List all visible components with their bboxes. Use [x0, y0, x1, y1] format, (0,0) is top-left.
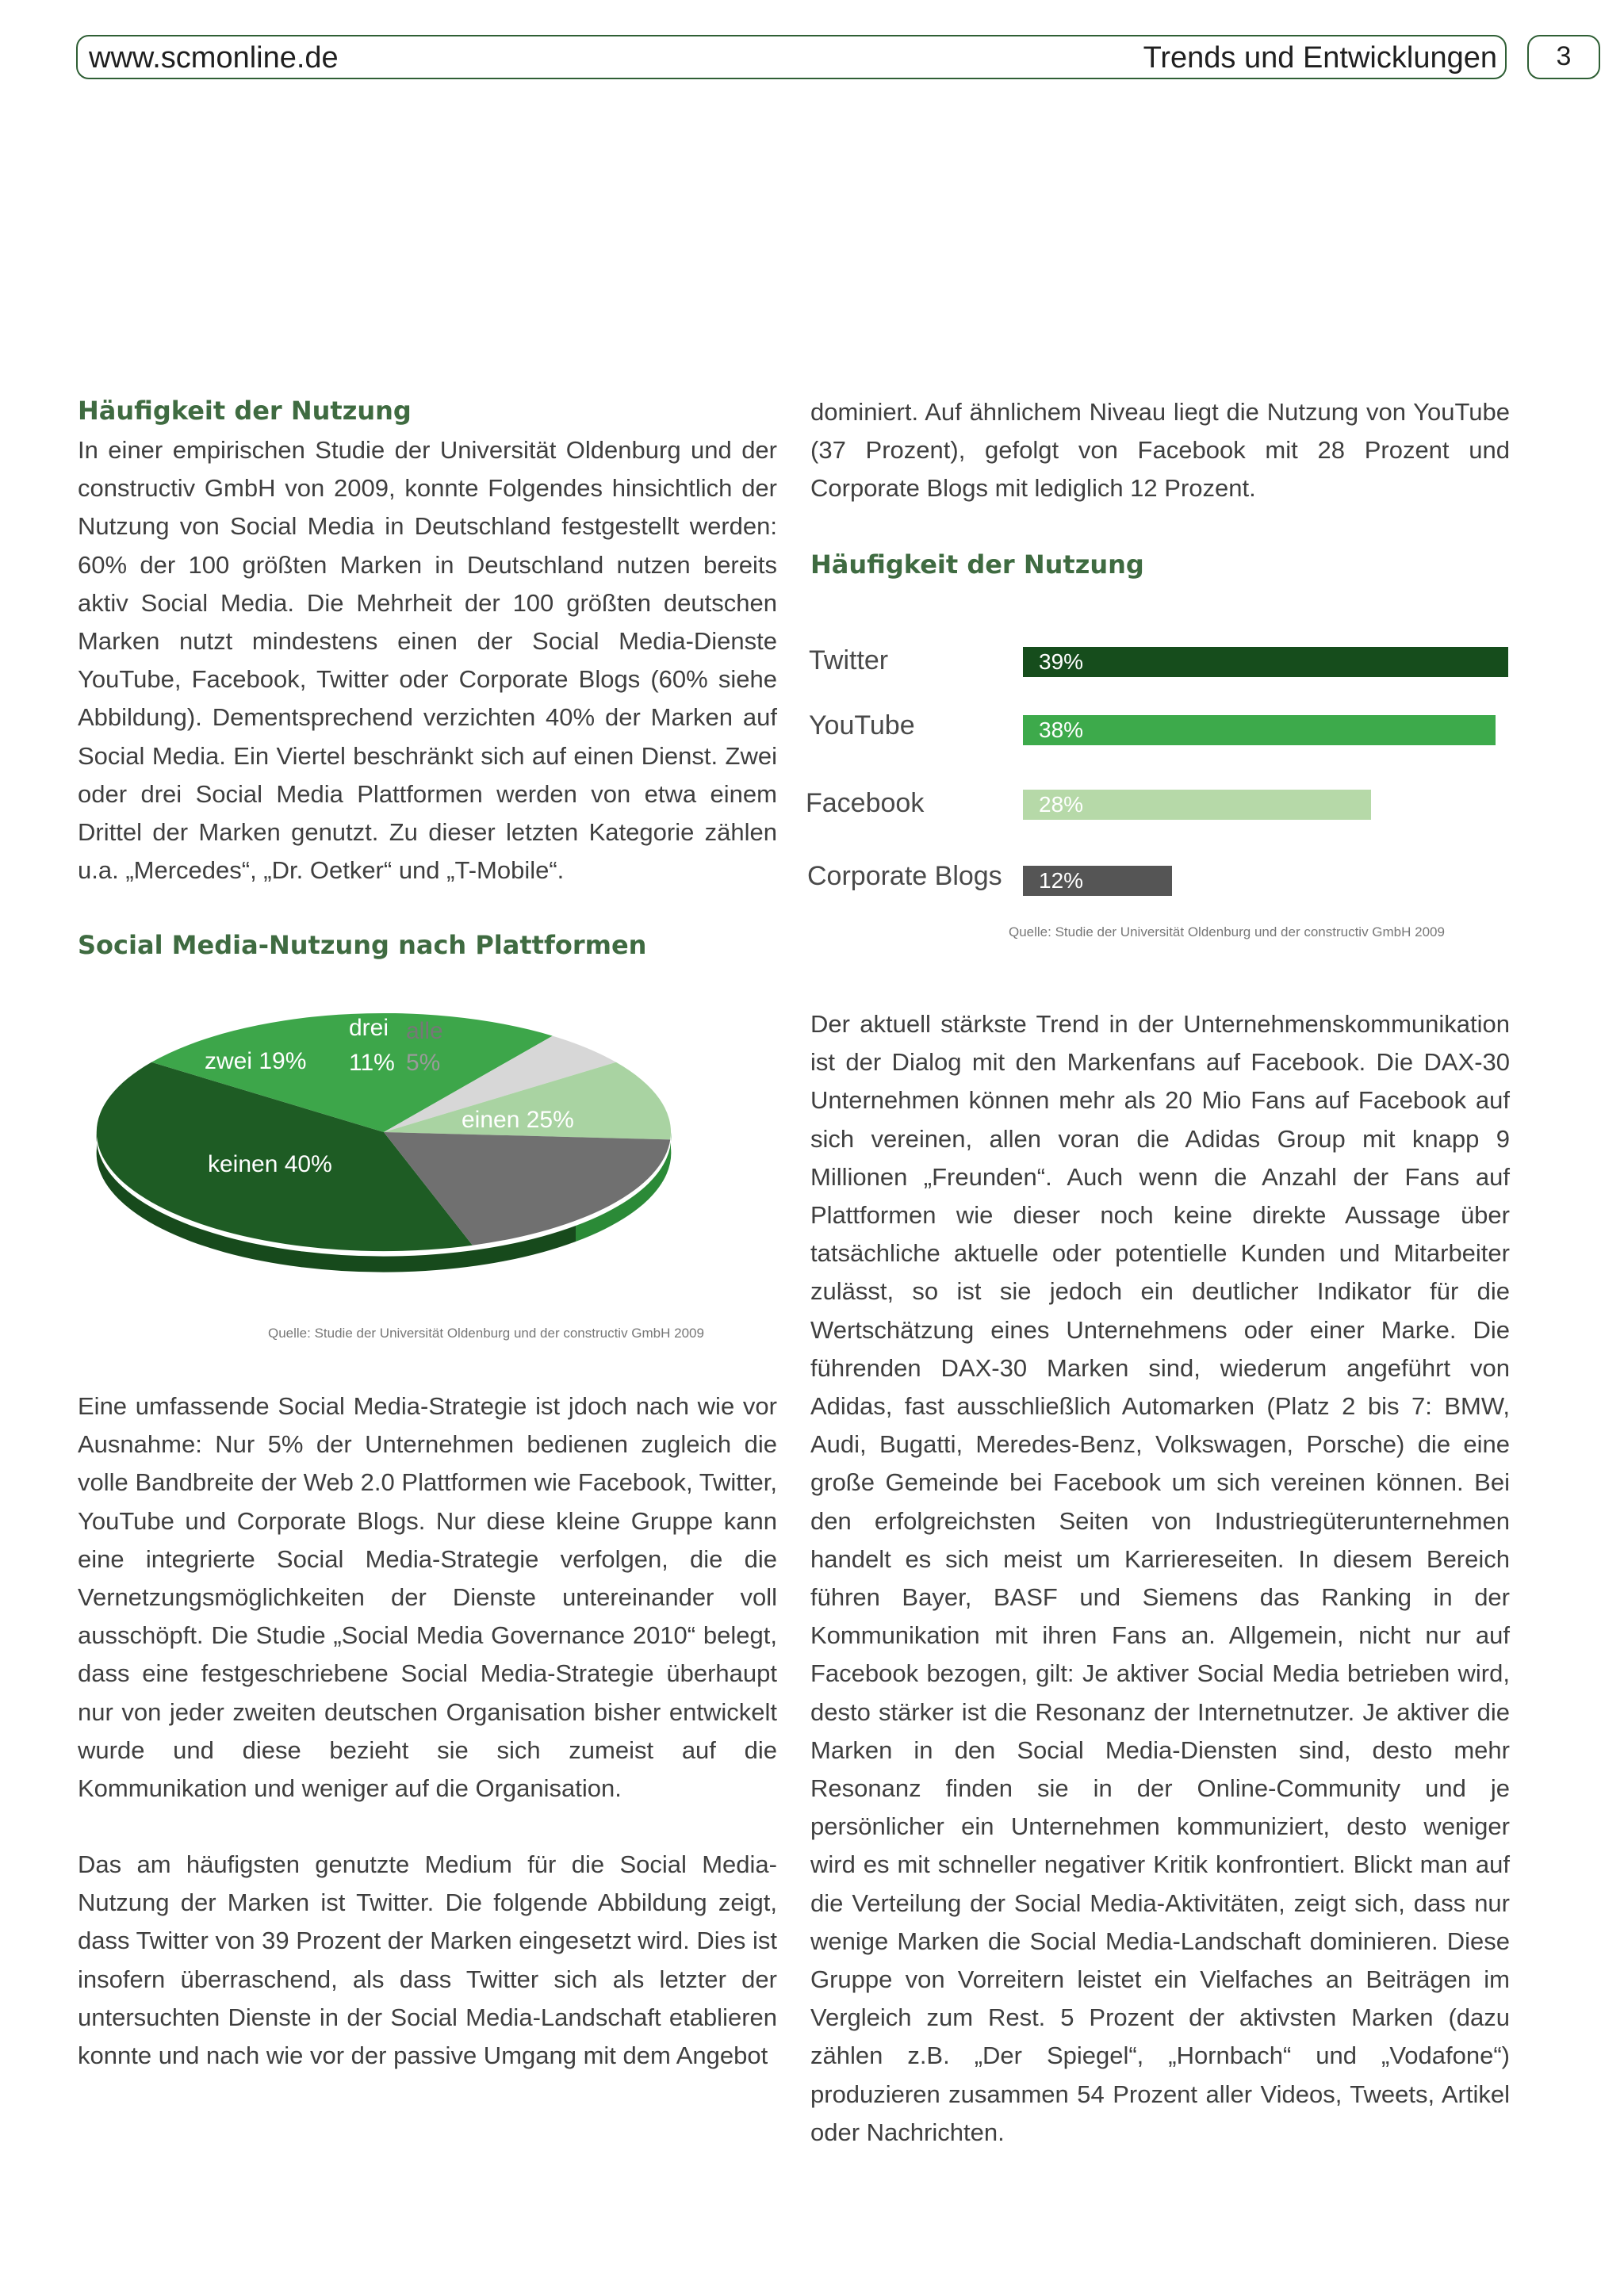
- left-paragraph-1: [78, 431, 777, 890]
- heading-usage-right: Häufigkeit der Nutzung: [810, 549, 1144, 580]
- pie-label-keinen: keinen 40%: [208, 1151, 332, 1177]
- bar-source: Quelle: Studie der Universität Oldenburg und der constructiv GmbH 2009: [1009, 924, 1445, 939]
- page-number: 3: [1527, 35, 1600, 79]
- bar-category-facebook: Facebook: [806, 788, 925, 818]
- heading-platforms: Social Media-Nutzung nach Plattformen: [78, 930, 647, 960]
- bar-youtube: [1023, 715, 1496, 745]
- bar-twitter: [1023, 647, 1508, 677]
- heading-usage-left: Häufigkeit der Nutzung: [78, 396, 412, 426]
- left-paragraph-2-text: Eine umfassende Social Media-Strategie ist jdoch nach wie vor Ausnahme: Nur 5% der Unternehmen bedienen zugleich die volle Bandbreite der Web 2.0 Plattformen wie Facebook, Twitter, YouTube und Corporate Blogs. Nur diese kleine Gruppe kann eine integrierte Social Media-Strategie verfolgen, die die Vernetzungsmöglichkeiten der Dienste untereinander voll ausschöpft. Die Studie „Social Media Governance 2010“ belegt, dass eine festgeschriebene Social Media-Strategie überhaupt nur von jeder zweiten deutschen Organisation bisher entwickelt wurde und diese bezieht sie sich zumeist auf die Kommunikation und weniger auf die Organisation.: [78, 1392, 777, 1803]
- bar-value-corporate-blogs: 12%: [1039, 868, 1084, 893]
- left-paragraph-1-text: In einer empirischen Studie der Universität Oldenburg und der constructiv GmbH von 2009, konnte Folgendes hinsichtlich der Nutzung von Social Media in Deutschland festgestellt werden: 60% der 100 größten Marken in Deutschland nutzen bereits aktiv Social Media. Die Mehrheit der 100 größten deutschen Marken nutzt mindestens einen der Social Media-Dienste YouTube, Facebook, Twitter oder Corporate Blogs (60% siehe Abbildung). Dementsprechend verzichten 40% der Marken auf Social Media. Ein Viertel beschränkt sich auf einen Dienst. Zwei oder drei Social Media Plattformen werden von etwa einem Drittel der Marken genutzt. Zu dieser letzten Kategorie zählen u.a. „Mercedes“, „Dr. Oetker“ und „T-Mobile“.: [78, 436, 777, 885]
- pie-label-zwei: zwei 19%: [205, 1048, 307, 1074]
- right-paragraph-2: [810, 1005, 1510, 2152]
- bar-facebook: [1023, 790, 1371, 820]
- right-paragraph-1-text: dominiert. Auf ähnlichem Niveau liegt die Nutzung von YouTube (37 Prozent), gefolgt von Facebook mit 28 Prozent und Corporate Blogs mit lediglich 12 Prozent.: [810, 398, 1510, 503]
- pie-chart: [87, 999, 690, 1284]
- pie-label-einen: einen 25%: [462, 1107, 574, 1133]
- bar-value-twitter: 39%: [1039, 649, 1084, 674]
- pie-label-alle-name: alle: [406, 1018, 443, 1044]
- bar-chart: [801, 626, 1515, 928]
- bar-value-facebook: 28%: [1039, 792, 1084, 817]
- bar-value-youtube: 38%: [1039, 718, 1084, 742]
- left-paragraph-2: [78, 1387, 777, 1808]
- pie-label-alle-value: 5%: [406, 1050, 441, 1076]
- left-paragraph-3-text: Das am häufigsten genutzte Medium für die Social Media-Nutzung der Marken ist Twitter. Die folgende Abbildung zeigt, dass Twitter von 39 Prozent der Marken eingesetzt wird. Dies ist insofern überraschend, als dass Twitter sich als letzter der untersuchten Dienste in der Social Media-Landschaft etablieren konnte und nach wie vor der passive Umgang mit dem Angebot: [78, 1850, 777, 2070]
- site-url[interactable]: www.scmonline.de: [89, 41, 339, 75]
- pie-label-drei-name: drei: [349, 1015, 389, 1041]
- pie-label-drei-value: 11%: [349, 1050, 395, 1076]
- bar-corporate-blogs: [1023, 866, 1172, 896]
- bar-category-youtube: YouTube: [809, 710, 915, 740]
- left-paragraph-3: [78, 1846, 777, 2075]
- pie-source: Quelle: Studie der Universität Oldenburg und der constructiv GmbH 2009: [268, 1326, 704, 1341]
- section-title: Trends und Entwicklungen: [1143, 41, 1497, 75]
- right-paragraph-2-text: Der aktuell stärkste Trend in der Unternehmenskommunikation ist der Dialog mit den Markenfans auf Facebook. Die DAX-30 Unternehmen können mehr als 20 Mio Fans auf Facebook auf sich vereinen, allen voran die Adidas Group mit knapp 9 Millionen „Freunden“. Auch wenn die Anzahl der Fans auf Plattformen wie dieser noch keine direkte Aussage über tatsächliche aktuelle oder potentielle Kunden und Mitarbeiter zulässt, so ist sie jedoch ein deutlicher Indikator für die Wertschätzung eines Unternehmens oder einer Marke. Die führenden DAX-30 Marken sind, wiederum angeführt von Adidas, fast ausschließlich Automarken (Platz 2 bis 7: BMW, Audi, Bugatti, Meredes-Benz, Volkswagen, Porsche) die eine große Gemeinde bei Facebook um sich vereinen können. Bei den erfolgreichsten Seiten von Industriegüterunternehmen handelt es sich meist um Karriereseiten. In diesem Bereich führen Bayer, BASF und Siemens das Ranking in der Kommunikation mit ihren Fans an. Allgemein, nicht nur auf Facebook bezogen, gilt: Je aktiver Social Media betrieben wird, desto stärker ist die Resonanz der Internetnutzer. Je aktiver die Marken in den Social Media-Diensten sind, desto mehr Resonanz finden sie in der Online-Community und je persönlicher ein Unternehmen kommuniziert, desto weniger wird es mit schneller negativer Kritik konfrontiert. Blickt man auf die Verteilung der Social Media-Aktivitäten, zeigt sich, dass nur wenige Marken die Social Media-Landschaft dominieren. Diese Gruppe von Vorreitern leistet ein Vielfaches an Beiträgen im Vergleich zum Rest. 5 Prozent der aktivsten Marken (dazu zählen z.B. „Der Spiegel“, „Hornbach“ und „Vodafone“) produzieren zusammen 54 Prozent aller Videos, Tweets, Artikel oder Nachrichten.: [810, 1010, 1510, 2146]
- right-paragraph-1: [810, 393, 1510, 508]
- bar-category-corporate-blogs: Corporate Blogs: [807, 861, 1002, 891]
- bar-category-twitter: Twitter: [809, 645, 889, 675]
